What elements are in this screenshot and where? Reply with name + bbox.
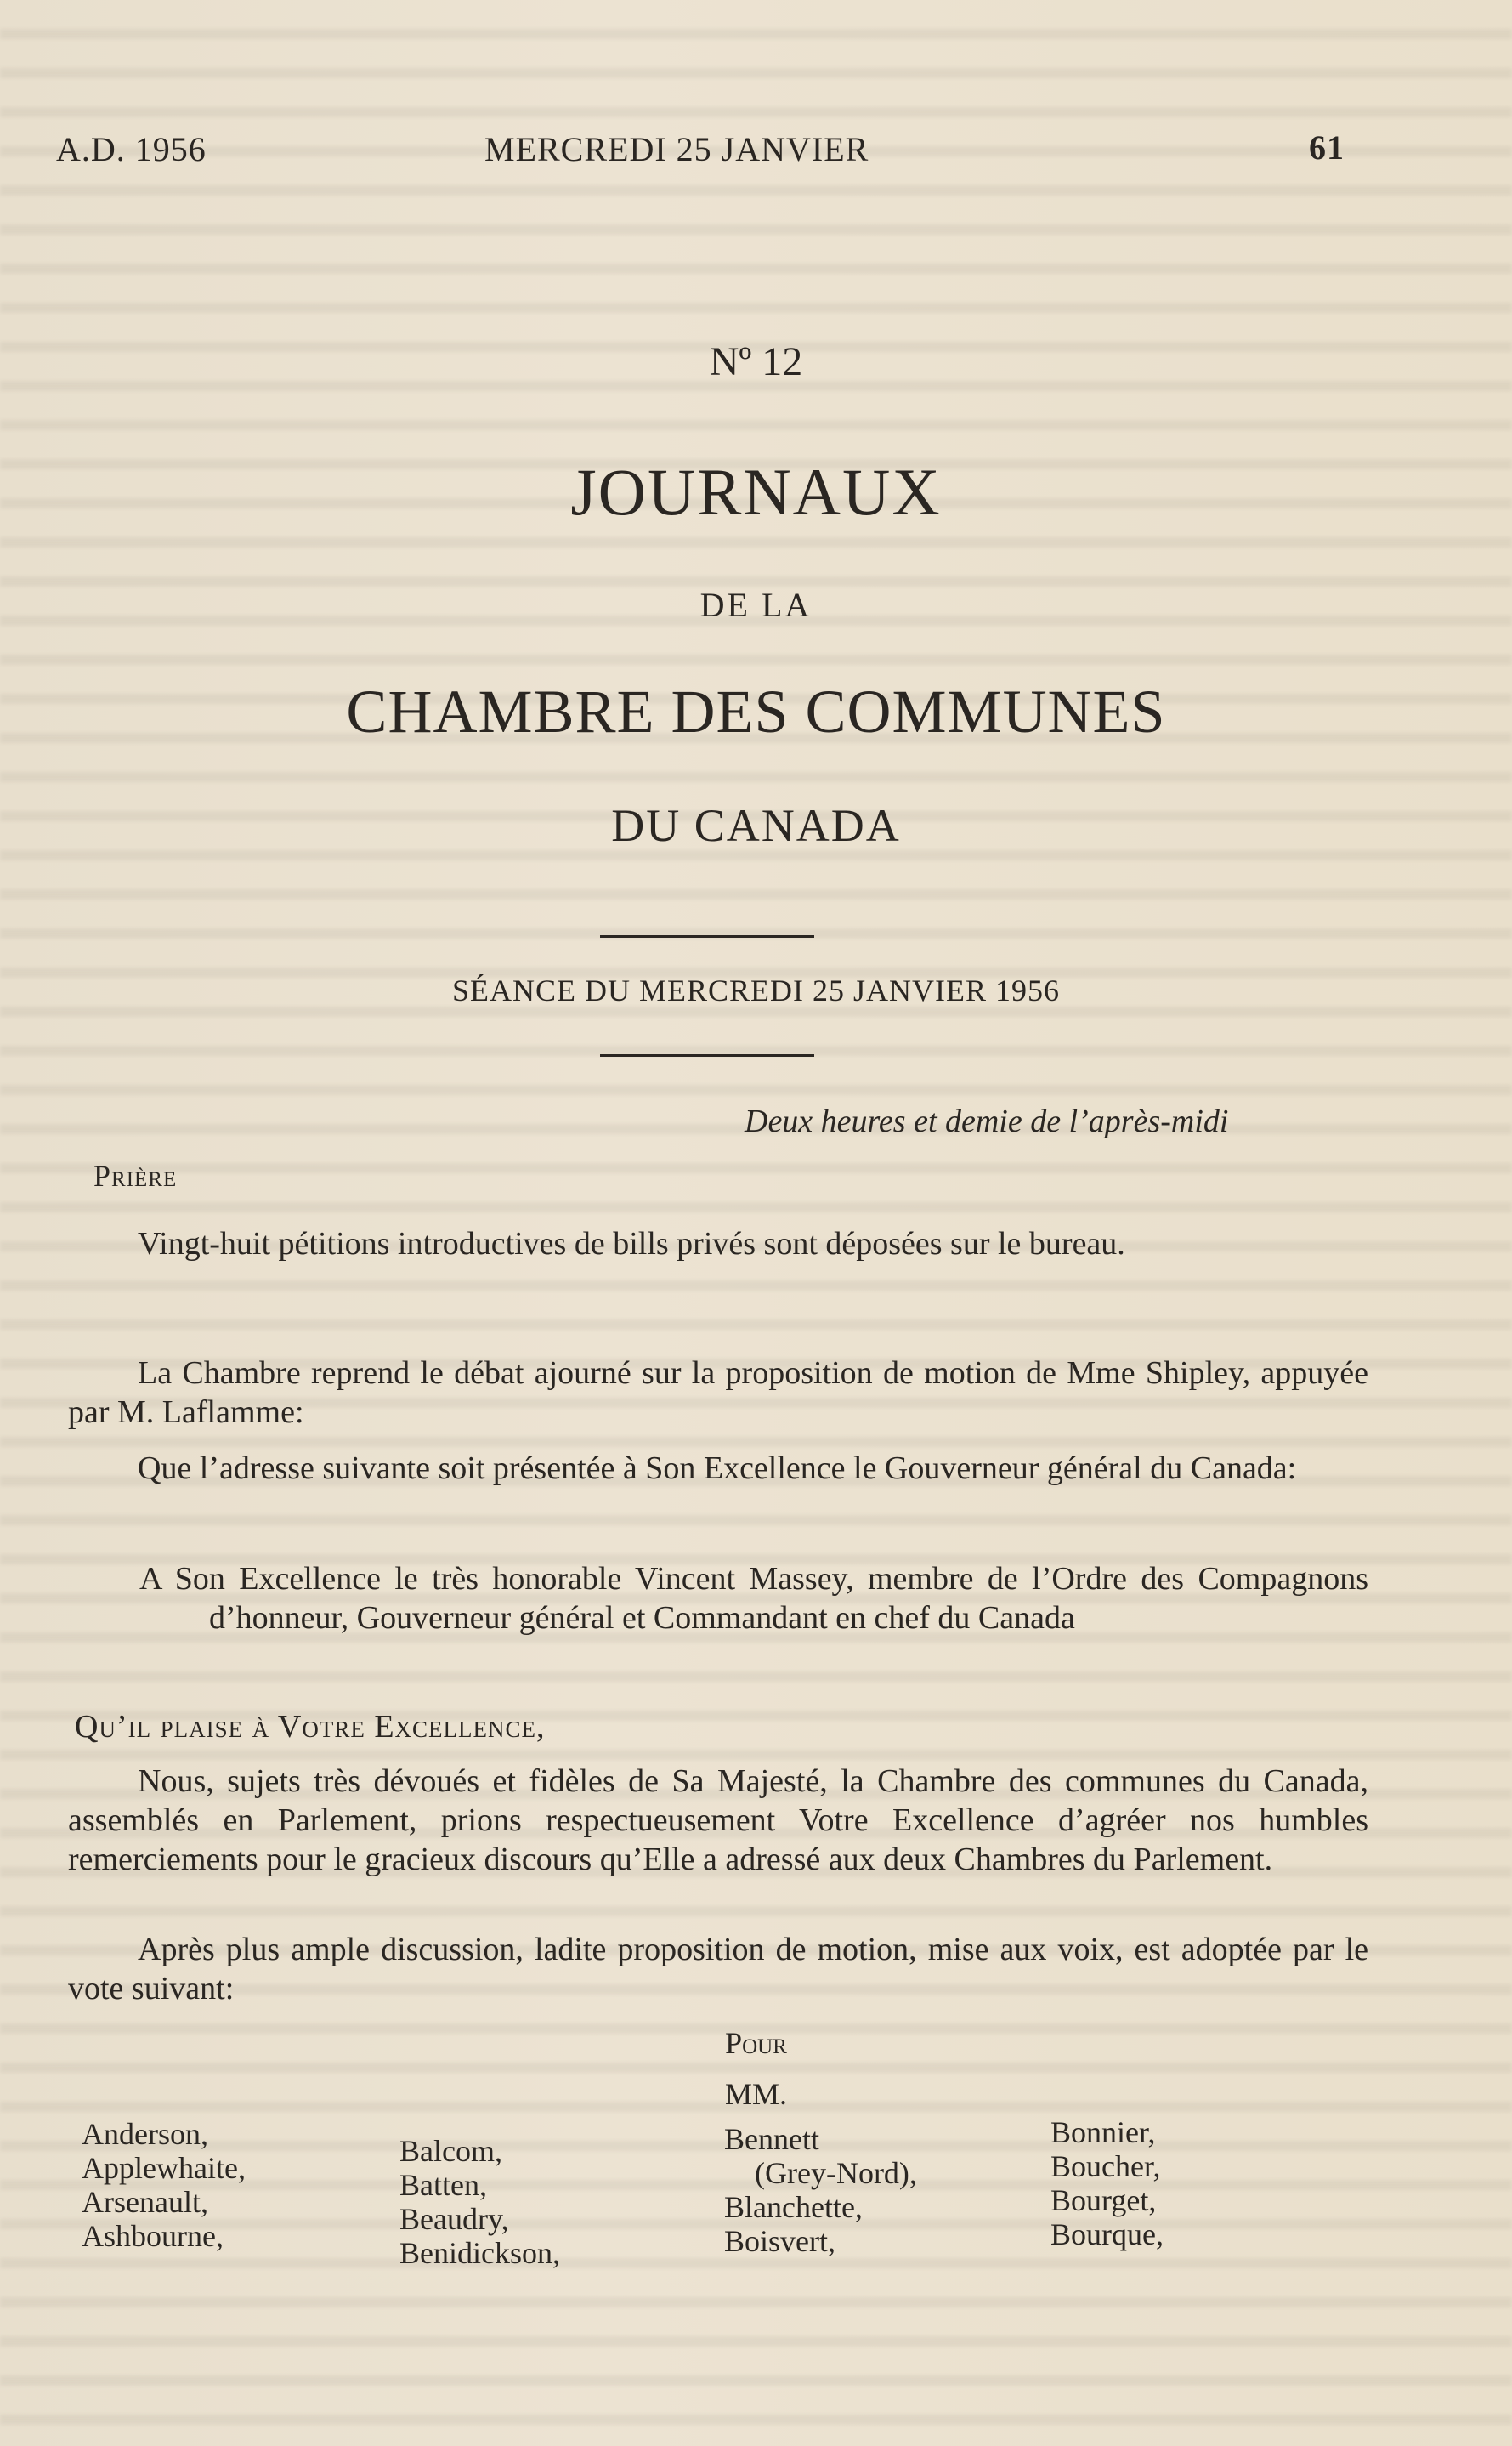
names-column-1: [82, 2117, 246, 2253]
running-header-date: MERCREDI 25 JANVIER: [484, 130, 869, 168]
masthead-journaux: JOURNAUX: [570, 455, 942, 529]
session-time: Deux heures et demie de l’après-midi: [745, 1104, 1229, 1139]
member-name: Balcom,: [399, 2134, 502, 2168]
member-name: Beaudry,: [399, 2202, 509, 2236]
member-name: Ashbourne,: [82, 2219, 224, 2253]
divider-top: [600, 935, 814, 938]
names-column-4: [1050, 2115, 1164, 2251]
paragraph-salutation: [139, 1559, 1368, 1637]
member-name: Bourget,: [1050, 2183, 1157, 2217]
member-name: Bennett: [724, 2122, 819, 2156]
member-name: Bonnier,: [1050, 2115, 1156, 2149]
paragraph-address: Que l’adresse suivante soit présentée à Son Excellence le Gouverneur général du Canada:: [138, 1450, 1297, 1486]
vote-mm-heading: MM.: [724, 2077, 788, 2111]
paragraph-petitions: Vingt-huit pétitions introductives de bills privés sont déposées sur le bureau.: [138, 1226, 1125, 1262]
member-name: Bourque,: [1050, 2217, 1164, 2251]
member-name: Batten,: [399, 2168, 487, 2202]
masthead-du-canada: DU CANADA: [611, 800, 901, 851]
salutation-rest: des Compagnons d’honneur, Gouverneur général et Commandant en chef du Canada: [209, 1561, 1368, 1636]
paragraph-vote: Après plus ample discussion, ladite proposition de motion, mise aux voix, est adoptée par le vote suivant:: [68, 1932, 1368, 2006]
salutation-first-line: A Son Excellence le très honorable Vincent Massey, membre de l’Ordre: [139, 1561, 1127, 1597]
member-name: Blanchette,: [724, 2190, 863, 2224]
member-name: Applewhaite,: [82, 2151, 246, 2185]
member-name: Anderson,: [82, 2117, 208, 2151]
running-header-year: A.D. 1956: [56, 130, 207, 168]
member-name: Arsenault,: [82, 2185, 208, 2219]
masthead-de-la: DE LA: [699, 586, 813, 624]
vote-pour-heading: Pour: [725, 2026, 787, 2060]
priere-heading: Prière: [93, 1159, 178, 1193]
paragraph-debate: La Chambre reprend le débat ajourné sur la proposition de motion de Mme Shipley, appuyée par M. Laflamme:: [68, 1355, 1368, 1430]
member-name: (Grey-Nord),: [755, 2156, 917, 2190]
masthead-chambre: CHAMBRE DES COMMUNES: [346, 678, 1166, 746]
qu-il-plaise-heading: Qu’il plaise à Votre Excellence,: [75, 1709, 546, 1745]
divider-bottom: [600, 1054, 814, 1057]
member-name: Boisvert,: [724, 2224, 835, 2258]
member-name: Benidickson,: [399, 2236, 560, 2270]
paragraph-thanks: Nous, sujets très dévoués et fidèles de Sa Majesté, la Chambre des communes du Canada, assemblés en Parlement, prions respectueusement Votre Excellence d’agréer nos humbles remerciements pour le gracieux discours qu’Elle a adressé aux deux Chambres du Parlement.: [68, 1763, 1368, 1877]
member-name: Boucher,: [1050, 2149, 1161, 2183]
session-title: SÉANCE DU MERCREDI 25 JANVIER 1956: [451, 973, 1060, 1007]
names-column-2: [399, 2134, 560, 2270]
journal-number: Nº 12: [709, 339, 803, 384]
names-column-3: [724, 2122, 917, 2258]
page-number: 61: [1309, 128, 1345, 167]
